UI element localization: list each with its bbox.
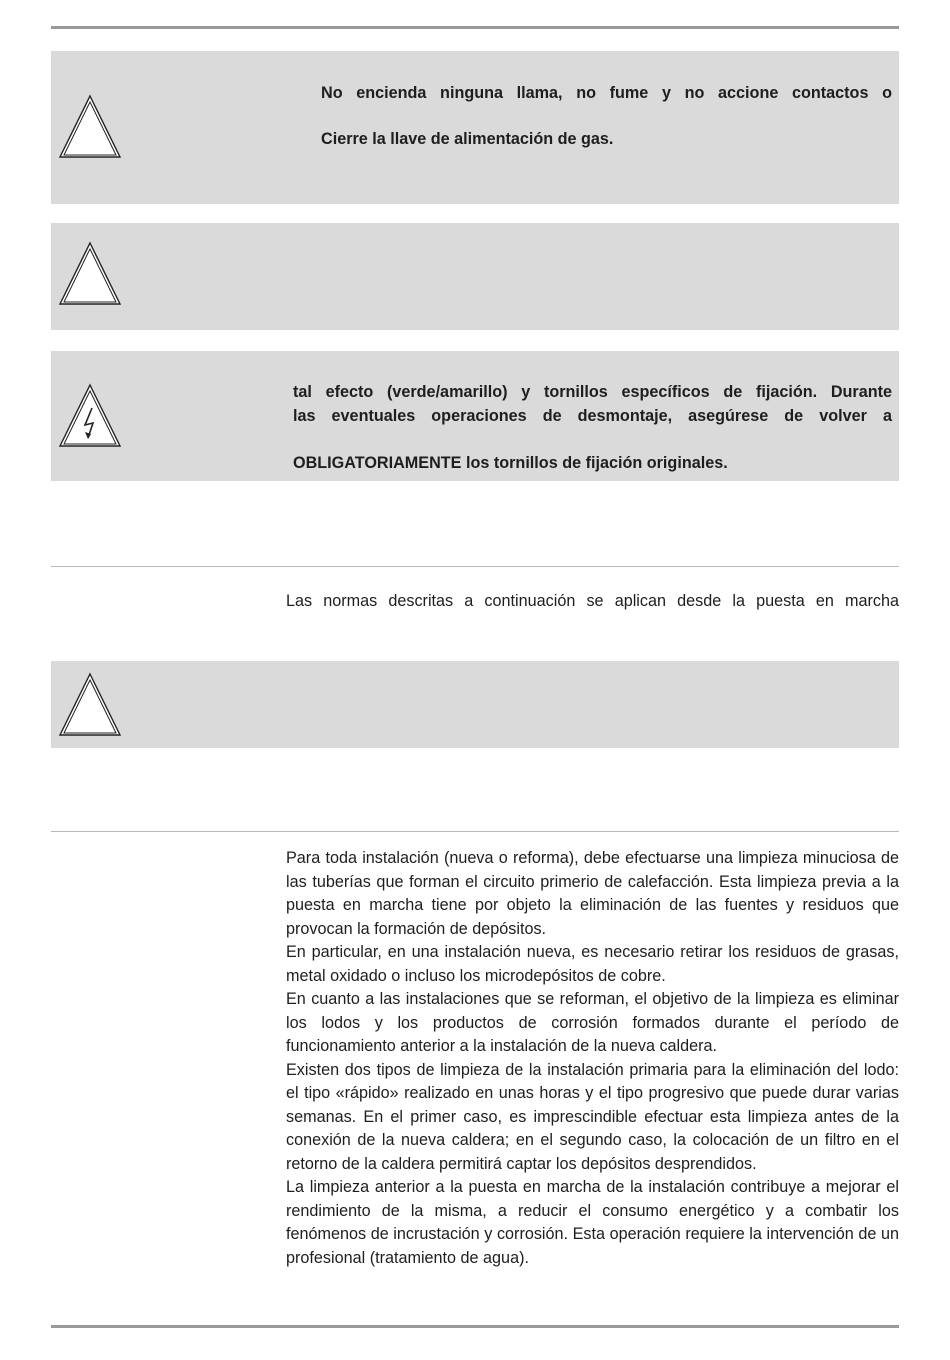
body-paragraph-5: La limpieza anterior a la puesta en marcha de la instalación contribuye a mejorar el rendimiento de la misma, a reducir el consumo energético y a combatir los fenómenos de incrustación y corrosión. Esta operación requiere la intervención de un profesional (tratamiento de agua).	[286, 1178, 899, 1267]
intro-text: Las normas descritas a continuación se aplican desde la puesta en marcha	[286, 592, 899, 610]
body-paragraph-2: En particular, en una instalación nueva, es necesario retirar los residuos de grasas, metal oxidado o incluso los microdepósitos de cobre.	[286, 943, 899, 985]
section-divider	[51, 566, 899, 567]
body-paragraph-3: En cuanto a las instalaciones que se reforman, el objetivo de la limpieza es eliminar los lodos y los productos de corrosión formados durante el período de funcionamiento anterior a la instalación de la nueva caldera.	[286, 990, 899, 1055]
gas-warning-line2: Cierre la llave de alimentación de gas.	[321, 130, 614, 148]
electric-warning-line1: tal efecto (verde/amarillo) y tornillos específicos de fijación. Durante	[293, 383, 892, 401]
cleaning-body	[286, 847, 899, 1270]
top-divider	[51, 26, 899, 29]
warning-triangle-icon	[57, 93, 123, 159]
electric-warning-box	[51, 351, 899, 481]
body-paragraph-1: Para toda instalación (nueva o reforma), debe efectuarse una limpieza minuciosa de las tuberías que forman el circuito primerio de calefacción. Esta limpieza previa a la puesta en marcha tiene por objeto la eliminación de las fuentes y residuos que provocan la formación de depósitos.	[286, 849, 899, 938]
gas-warning-box	[51, 51, 899, 204]
bottom-divider	[51, 1325, 899, 1328]
warning-triangle-icon	[57, 671, 123, 737]
electric-warning-line2: las eventuales operaciones de desmontaje, asegúrese de volver a	[293, 407, 892, 425]
warning-triangle-icon	[57, 240, 123, 306]
section-divider-2	[51, 831, 899, 832]
body-paragraph-4: Existen dos tipos de limpieza de la instalación primaria para la eliminación del lodo: el tipo «rápido» realizado en unas horas y el tipo progresivo que puede durar varias semanas. En el primer caso, es imprescindible efectuar esta limpieza antes de la conexión de la nueva caldera; en el segundo caso, la colocación de un filtro en el retorno de la caldera permitirá captar los depósitos desprendidos.	[286, 1060, 899, 1173]
general-warning-box	[51, 223, 899, 330]
gas-warning-line1: No encienda ninguna llama, no fume y no accione contactos o	[321, 84, 892, 102]
electric-warning-line3: OBLIGATORIAMENTE los tornillos de fijación originales.	[293, 454, 728, 472]
electric-hazard-icon	[57, 382, 123, 448]
blank-warning-box	[51, 661, 899, 748]
